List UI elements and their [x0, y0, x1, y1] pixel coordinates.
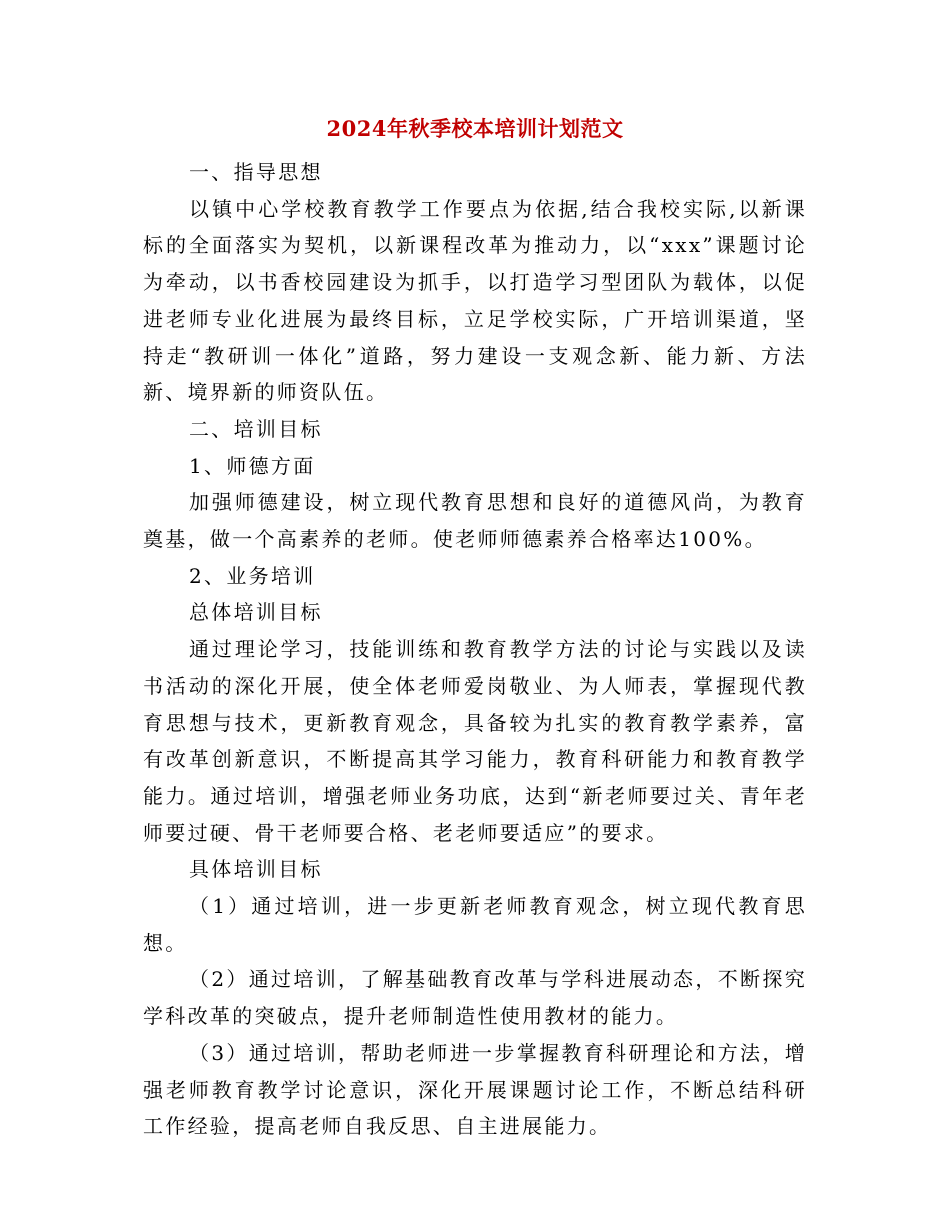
list-item-goal-3: （3）通过培训，帮助老师进一步掌握教育科研理论和方法，增强老师教育教学讨论意识，深化开展课题讨论工作，不断总结科研工作经验，提高老师自我反思、自主进展能力。 [143, 1040, 807, 1139]
section-heading-training-goals: 二、培训目标 [189, 416, 323, 441]
paragraph-guiding-thought: 以镇中心学校教育教学工作要点为依据,结合我校实际,以新课标的全面落实为契机，以新课程改革为推动力，以“xxx”课题讨论为牵动，以书香校园建设为抓手，以打造学习型团队为载体，以促进老师专业化进展为最终目标，立足学校实际，广开培训渠道，坚持走“教研训一体化”道路，努力建设一支观念新、能力新、方法新、境界新的师资队伍。 [143, 196, 807, 405]
paragraph-overall-goals: 通过理论学习，技能训练和教育教学方法的讨论与实践以及读书活动的深化开展，使全体老师爱岗敬业、为人师表，掌握现代教育思想与技术，更新教育观念，具备较为扎实的教育教学素养，富有改革创新意识，不断提高其学习能力，教育科研能力和教育教学能力。通过培训，增强老师业务功底，达到“新老师要过关、青年老师要过硬、骨干老师要合格、老老师要适应”的要求。 [143, 637, 807, 845]
page-title: 2024年秋季校本培训计划范文 [326, 116, 624, 141]
list-item-goal-2: （2）通过培训，了解基础教育改革与学科进展动态，不断探究学科改革的突破点，提升老师制造性使用教材的能力。 [143, 967, 807, 1029]
subheading-overall-goals: 总体培训目标 [189, 600, 323, 625]
section-heading-guiding-thought: 一、指导思想 [189, 160, 323, 184]
subheading-professional-training: 2、业务培训 [189, 563, 316, 588]
list-item-goal-1: （1）通过培训，进一步更新老师教育观念，树立现代教育思想。 [143, 894, 807, 955]
subheading-specific-goals: 具体培训目标 [189, 857, 323, 882]
paragraph-teacher-ethics: 加强师德建设，树立现代教育思想和良好的道德风尚，为教育奠基，做一个高素养的老师。使老师师德素养合格率达100%。 [143, 490, 807, 552]
document-body [143, 154, 807, 1145]
subheading-teacher-ethics: 1、师德方面 [189, 453, 316, 478]
